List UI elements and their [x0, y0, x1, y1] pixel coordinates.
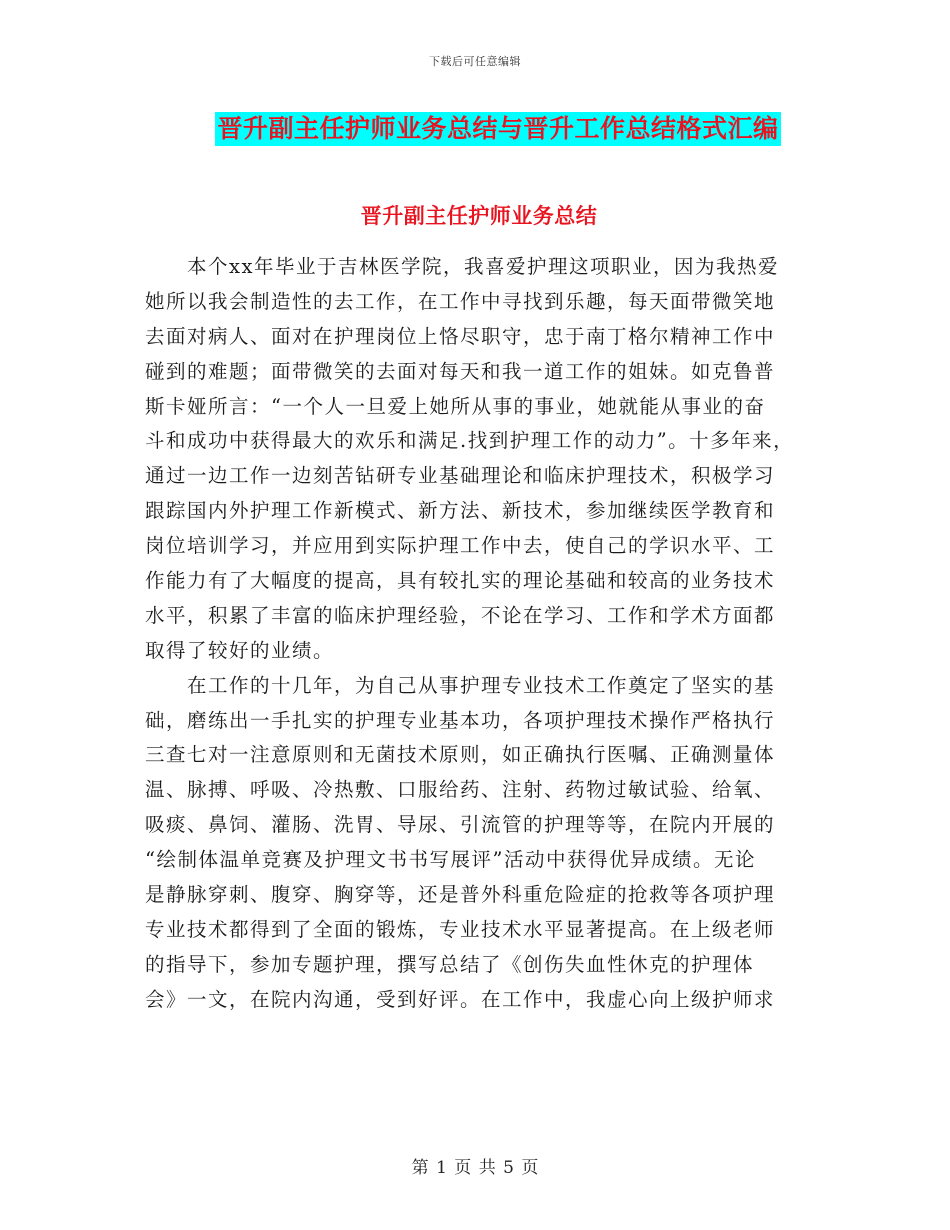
text-line: 在工作的十几年，为自己从事护理专业技术工作奠定了坚实的基 [187, 673, 776, 697]
section-title: 晋升副主任护师业务总结 [360, 204, 598, 228]
text-line: 吸痰、鼻饲、灌肠、洗胃、导尿、引流管的护理等等，在院内开展的 [145, 813, 776, 837]
text-line: 斗和成功中获得最大的欢乐和满足.找到护理工作的动力”。十多年来， [145, 429, 795, 453]
text-line: 取得了较好的业绩。 [145, 638, 335, 662]
text-line: 作能力有了大幅度的提高，具有较扎实的理论基础和较高的业务技术 [145, 569, 776, 593]
body-text [145, 250, 825, 1018]
text-line: 斯卡娅所言：“一个人一旦爱上她所从事的事业，她就能从事业的奋 [145, 394, 766, 418]
text-line: 础，磨练出一手扎实的护理专业基本功，各项护理技术操作严格执行 [145, 708, 776, 732]
header-note: 下载后可任意编辑 [429, 55, 521, 68]
text-line: 碰到的难题；面带微笑的去面对每天和我一道工作的姐妹。如克鲁普 [145, 359, 776, 383]
text-line: “绘制体温单竞赛及护理文书书写展评”活动中获得优异成绩。无论 [145, 848, 756, 872]
paragraph-2 [145, 669, 825, 1018]
text-line: 会》一文，在院内沟通，受到好评。在工作中，我虚心向上级护师求 [145, 987, 776, 1011]
text-line: 岗位培训学习，并应用到实际护理工作中去，使自己的学识水平、工 [145, 534, 776, 558]
page-number-footer: 第 1 页 共 5 页 [411, 1158, 539, 1178]
text-line: 的指导下，参加专题护理，撰写总结了《创伤失血性休克的护理体 [145, 952, 755, 976]
document-title: 晋升副主任护师业务总结与晋升工作总结格式汇编 [215, 112, 780, 146]
text-line: 水平，积累了丰富的临床护理经验，不论在学习、工作和学术方面都 [145, 603, 776, 627]
text-line: 通过一边工作一边刻苦钻研专业基础理论和临床护理技术，积极学习 [145, 464, 776, 488]
document-title-container [0, 112, 950, 146]
text-line: 温、脉搏、呼吸、冷热敷、口服给药、注射、药物过敏试验、给氧、 [145, 778, 776, 802]
text-line: 去面对病人、面对在护理岗位上恪尽职守，忠于南丁格尔精神工作中 [145, 324, 776, 348]
text-line: 她所以我会制造性的去工作，在工作中寻找到乐趣，每天面带微笑地 [145, 289, 776, 313]
text-line: 三查七对一注意原则和无菌技术原则，如正确执行医嘱、正确测量体 [145, 743, 776, 767]
text-line: 本个xx年毕业于吉林医学院，我喜爱护理这项职业，因为我热爱 [187, 255, 779, 278]
paragraph-1 [145, 250, 825, 669]
text-line: 专业技术都得到了全面的锻炼，专业技术水平显著提高。在上级老师 [145, 917, 776, 941]
text-line: 是静脉穿刺、腹穿、胸穿等，还是普外科重危险症的抢救等各项护理 [145, 883, 776, 907]
text-line: 跟踪国内外护理工作新模式、新方法、新技术，参加继续医学教育和 [145, 499, 776, 523]
